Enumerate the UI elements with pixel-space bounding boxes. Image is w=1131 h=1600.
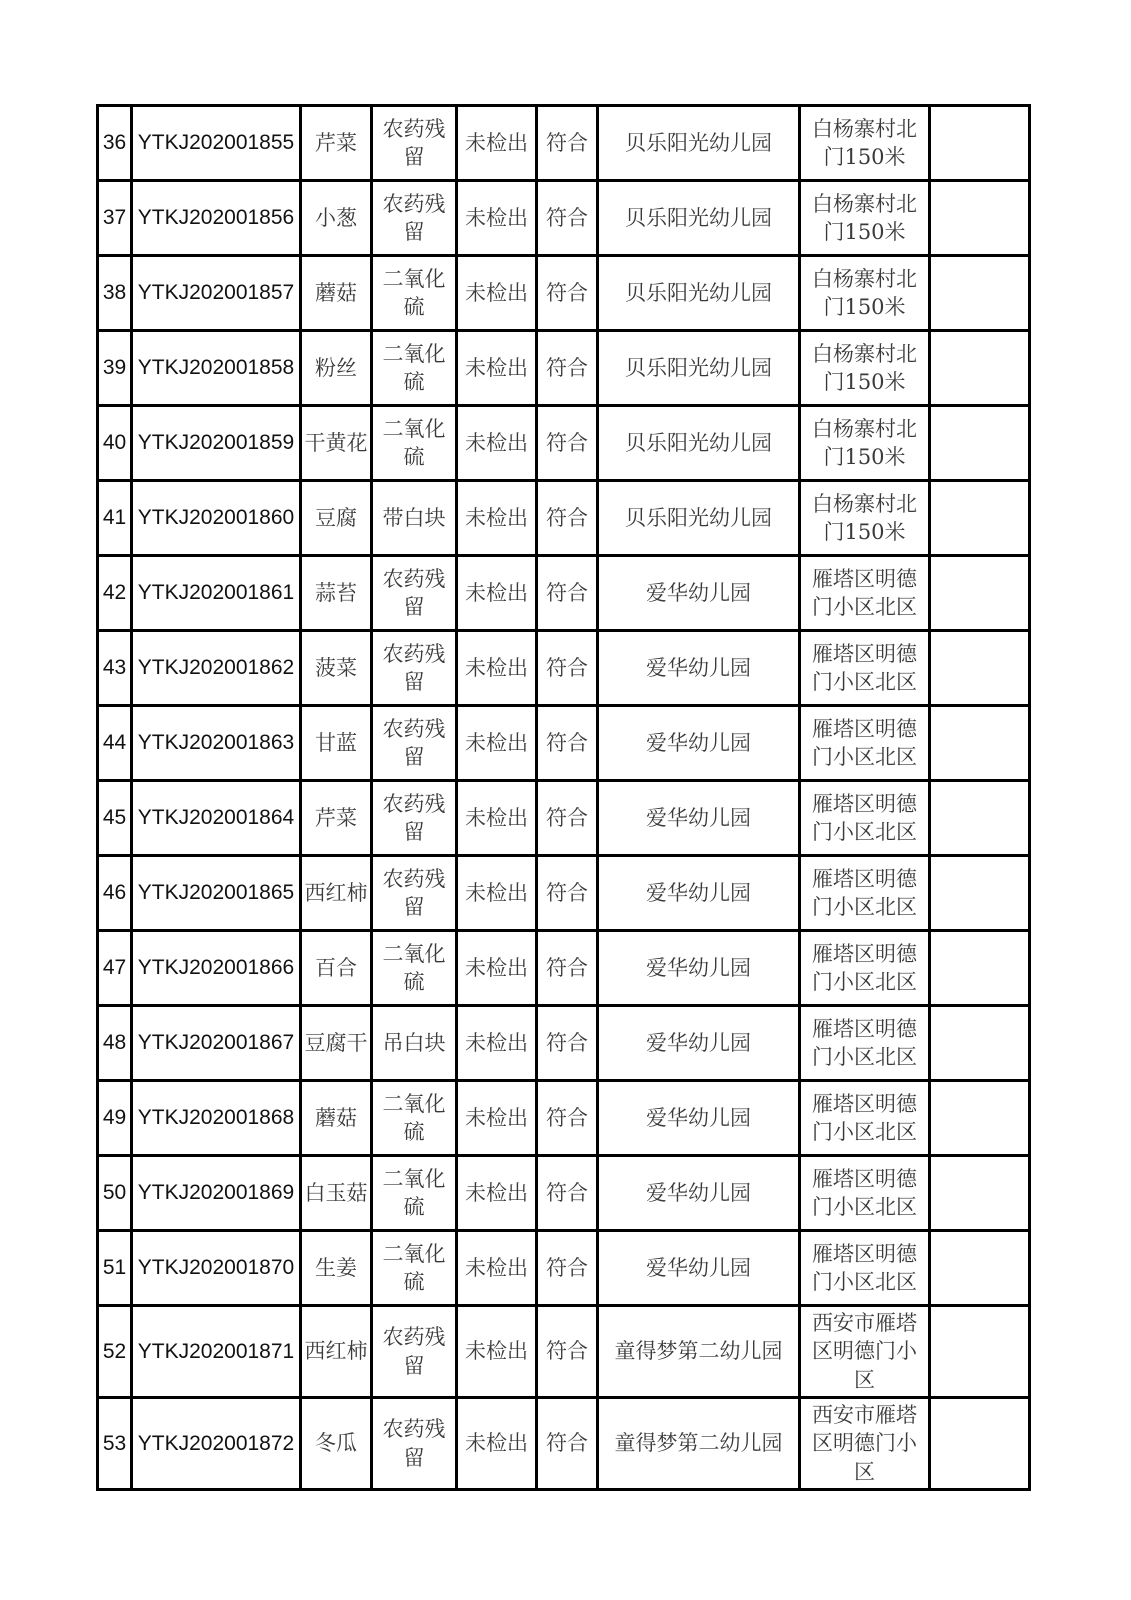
cell-row-number: 51	[98, 1231, 132, 1306]
table-row	[98, 256, 1030, 331]
cell-address: 白杨寨村北门150米	[800, 256, 930, 331]
cell-test-result: 未检出	[457, 781, 537, 856]
cell-address: 雁塔区明德门小区北区	[800, 781, 930, 856]
cell-sampled-unit: 童得梦第二幼儿园	[598, 1398, 800, 1490]
cell-sample-code: YTKJ202001857	[132, 256, 301, 331]
cell-test-result: 未检出	[457, 1231, 537, 1306]
cell-sample-name: 芹菜	[301, 781, 372, 856]
cell-test-item: 农药残留	[372, 631, 457, 706]
table-row	[98, 481, 1030, 556]
cell-row-number: 44	[98, 706, 132, 781]
cell-sampled-unit: 爱华幼儿园	[598, 631, 800, 706]
cell-conclusion: 符合	[537, 706, 598, 781]
cell-sampled-unit: 爱华幼儿园	[598, 781, 800, 856]
cell-sample-name: 蒜苔	[301, 556, 372, 631]
table-row	[98, 556, 1030, 631]
cell-conclusion: 符合	[537, 856, 598, 931]
cell-remark	[930, 1398, 1030, 1490]
cell-sample-code: YTKJ202001864	[132, 781, 301, 856]
cell-sample-name: 干黄花	[301, 406, 372, 481]
cell-sample-code: YTKJ202001858	[132, 331, 301, 406]
cell-remark	[930, 1156, 1030, 1231]
cell-conclusion: 符合	[537, 931, 598, 1006]
cell-sample-code: YTKJ202001872	[132, 1398, 301, 1490]
cell-test-item: 二氧化硫	[372, 256, 457, 331]
table-row	[98, 1081, 1030, 1156]
cell-test-item: 农药残留	[372, 106, 457, 181]
cell-test-result: 未检出	[457, 1306, 537, 1398]
cell-test-item: 农药残留	[372, 556, 457, 631]
cell-row-number: 41	[98, 481, 132, 556]
cell-test-result: 未检出	[457, 631, 537, 706]
cell-sample-name: 粉丝	[301, 331, 372, 406]
cell-row-number: 52	[98, 1306, 132, 1398]
cell-conclusion: 符合	[537, 256, 598, 331]
cell-sampled-unit: 爱华幼儿园	[598, 1231, 800, 1306]
cell-sample-code: YTKJ202001866	[132, 931, 301, 1006]
cell-conclusion: 符合	[537, 1398, 598, 1490]
cell-test-item: 农药残留	[372, 706, 457, 781]
cell-sample-code: YTKJ202001861	[132, 556, 301, 631]
cell-sampled-unit: 爱华幼儿园	[598, 856, 800, 931]
cell-test-item: 带白块	[372, 481, 457, 556]
cell-sampled-unit: 爱华幼儿园	[598, 1006, 800, 1081]
cell-sampled-unit: 爱华幼儿园	[598, 931, 800, 1006]
cell-test-result: 未检出	[457, 1156, 537, 1231]
cell-sample-code: YTKJ202001862	[132, 631, 301, 706]
cell-remark	[930, 1081, 1030, 1156]
cell-remark	[930, 781, 1030, 856]
cell-address: 白杨寨村北门150米	[800, 181, 930, 256]
cell-sample-name: 芹菜	[301, 106, 372, 181]
cell-sample-name: 白玉菇	[301, 1156, 372, 1231]
cell-row-number: 40	[98, 406, 132, 481]
cell-sample-name: 西红柿	[301, 856, 372, 931]
cell-row-number: 46	[98, 856, 132, 931]
cell-remark	[930, 106, 1030, 181]
cell-test-item: 二氧化硫	[372, 406, 457, 481]
cell-test-item: 农药残留	[372, 856, 457, 931]
cell-sample-name: 豆腐	[301, 481, 372, 556]
cell-conclusion: 符合	[537, 631, 598, 706]
cell-test-item: 二氧化硫	[372, 931, 457, 1006]
cell-test-item: 二氧化硫	[372, 331, 457, 406]
cell-address: 白杨寨村北门150米	[800, 106, 930, 181]
cell-sample-name: 菠菜	[301, 631, 372, 706]
cell-remark	[930, 481, 1030, 556]
cell-conclusion: 符合	[537, 331, 598, 406]
table-row	[98, 406, 1030, 481]
cell-sampled-unit: 爱华幼儿园	[598, 1156, 800, 1231]
cell-sample-name: 西红柿	[301, 1306, 372, 1398]
cell-address: 白杨寨村北门150米	[800, 406, 930, 481]
cell-sampled-unit: 贝乐阳光幼儿园	[598, 181, 800, 256]
table-row	[98, 1306, 1030, 1398]
cell-test-result: 未检出	[457, 406, 537, 481]
cell-remark	[930, 256, 1030, 331]
cell-row-number: 39	[98, 331, 132, 406]
cell-sample-name: 生姜	[301, 1231, 372, 1306]
cell-row-number: 53	[98, 1398, 132, 1490]
table-row	[98, 1006, 1030, 1081]
cell-test-item: 农药残留	[372, 1398, 457, 1490]
table-row	[98, 1156, 1030, 1231]
cell-conclusion: 符合	[537, 1081, 598, 1156]
cell-row-number: 47	[98, 931, 132, 1006]
cell-conclusion: 符合	[537, 1006, 598, 1081]
cell-sampled-unit: 贝乐阳光幼儿园	[598, 256, 800, 331]
table-row	[98, 856, 1030, 931]
cell-address: 雁塔区明德门小区北区	[800, 631, 930, 706]
cell-sample-name: 冬瓜	[301, 1398, 372, 1490]
cell-conclusion: 符合	[537, 1231, 598, 1306]
cell-test-result: 未检出	[457, 256, 537, 331]
cell-address: 白杨寨村北门150米	[800, 331, 930, 406]
cell-sample-name: 甘蓝	[301, 706, 372, 781]
table-row	[98, 181, 1030, 256]
cell-test-item: 农药残留	[372, 781, 457, 856]
cell-sample-code: YTKJ202001871	[132, 1306, 301, 1398]
cell-conclusion: 符合	[537, 106, 598, 181]
results-table-body	[98, 106, 1030, 1490]
table-row	[98, 106, 1030, 181]
cell-test-result: 未检出	[457, 106, 537, 181]
cell-address: 雁塔区明德门小区北区	[800, 931, 930, 1006]
cell-remark	[930, 556, 1030, 631]
cell-address: 西安市雁塔区明德门小区	[800, 1306, 930, 1398]
cell-test-result: 未检出	[457, 481, 537, 556]
cell-sampled-unit: 童得梦第二幼儿园	[598, 1306, 800, 1398]
cell-sample-code: YTKJ202001856	[132, 181, 301, 256]
cell-row-number: 36	[98, 106, 132, 181]
cell-row-number: 48	[98, 1006, 132, 1081]
cell-remark	[930, 1006, 1030, 1081]
cell-conclusion: 符合	[537, 1306, 598, 1398]
cell-sample-code: YTKJ202001869	[132, 1156, 301, 1231]
cell-test-result: 未检出	[457, 556, 537, 631]
table-row	[98, 781, 1030, 856]
cell-conclusion: 符合	[537, 556, 598, 631]
cell-sampled-unit: 贝乐阳光幼儿园	[598, 106, 800, 181]
results-table	[96, 104, 1031, 1491]
cell-sample-name: 百合	[301, 931, 372, 1006]
cell-test-result: 未检出	[457, 706, 537, 781]
cell-test-item: 二氧化硫	[372, 1231, 457, 1306]
cell-row-number: 45	[98, 781, 132, 856]
cell-address: 雁塔区明德门小区北区	[800, 556, 930, 631]
cell-row-number: 37	[98, 181, 132, 256]
cell-remark	[930, 1231, 1030, 1306]
cell-sample-name: 小葱	[301, 181, 372, 256]
cell-address: 雁塔区明德门小区北区	[800, 1231, 930, 1306]
cell-sample-code: YTKJ202001867	[132, 1006, 301, 1081]
cell-remark	[930, 706, 1030, 781]
cell-row-number: 50	[98, 1156, 132, 1231]
cell-sampled-unit: 贝乐阳光幼儿园	[598, 331, 800, 406]
cell-test-item: 农药残留	[372, 181, 457, 256]
cell-test-result: 未检出	[457, 1398, 537, 1490]
cell-remark	[930, 406, 1030, 481]
cell-sample-name: 豆腐干	[301, 1006, 372, 1081]
cell-test-item: 吊白块	[372, 1006, 457, 1081]
cell-conclusion: 符合	[537, 181, 598, 256]
cell-test-result: 未检出	[457, 1006, 537, 1081]
cell-address: 雁塔区明德门小区北区	[800, 1006, 930, 1081]
cell-remark	[930, 856, 1030, 931]
cell-remark	[930, 331, 1030, 406]
cell-sample-code: YTKJ202001855	[132, 106, 301, 181]
cell-remark	[930, 631, 1030, 706]
cell-test-item: 二氧化硫	[372, 1156, 457, 1231]
cell-address: 雁塔区明德门小区北区	[800, 856, 930, 931]
table-row	[98, 631, 1030, 706]
cell-sampled-unit: 爱华幼儿园	[598, 556, 800, 631]
cell-test-result: 未检出	[457, 856, 537, 931]
cell-sample-name: 蘑菇	[301, 256, 372, 331]
cell-sampled-unit: 贝乐阳光幼儿园	[598, 481, 800, 556]
cell-address: 雁塔区明德门小区北区	[800, 1156, 930, 1231]
cell-remark	[930, 181, 1030, 256]
cell-conclusion: 符合	[537, 481, 598, 556]
table-row	[98, 331, 1030, 406]
cell-sample-code: YTKJ202001860	[132, 481, 301, 556]
cell-test-item: 二氧化硫	[372, 1081, 457, 1156]
cell-conclusion: 符合	[537, 1156, 598, 1231]
cell-test-result: 未检出	[457, 331, 537, 406]
cell-sampled-unit: 爱华幼儿园	[598, 1081, 800, 1156]
cell-sampled-unit: 爱华幼儿园	[598, 706, 800, 781]
cell-sample-code: YTKJ202001865	[132, 856, 301, 931]
cell-sample-code: YTKJ202001863	[132, 706, 301, 781]
cell-address: 雁塔区明德门小区北区	[800, 706, 930, 781]
cell-sample-code: YTKJ202001859	[132, 406, 301, 481]
cell-test-result: 未检出	[457, 1081, 537, 1156]
cell-remark	[930, 1306, 1030, 1398]
cell-test-item: 农药残留	[372, 1306, 457, 1398]
cell-row-number: 38	[98, 256, 132, 331]
cell-address: 白杨寨村北门150米	[800, 481, 930, 556]
table-row	[98, 931, 1030, 1006]
cell-test-result: 未检出	[457, 181, 537, 256]
cell-conclusion: 符合	[537, 406, 598, 481]
cell-remark	[930, 931, 1030, 1006]
cell-row-number: 42	[98, 556, 132, 631]
cell-address: 西安市雁塔区明德门小区	[800, 1398, 930, 1490]
cell-address: 雁塔区明德门小区北区	[800, 1081, 930, 1156]
cell-sample-code: YTKJ202001868	[132, 1081, 301, 1156]
table-row	[98, 1398, 1030, 1490]
cell-row-number: 43	[98, 631, 132, 706]
cell-test-result: 未检出	[457, 931, 537, 1006]
table-row	[98, 706, 1030, 781]
cell-sampled-unit: 贝乐阳光幼儿园	[598, 406, 800, 481]
cell-conclusion: 符合	[537, 781, 598, 856]
cell-row-number: 49	[98, 1081, 132, 1156]
cell-sample-code: YTKJ202001870	[132, 1231, 301, 1306]
cell-sample-name: 蘑菇	[301, 1081, 372, 1156]
table-row	[98, 1231, 1030, 1306]
